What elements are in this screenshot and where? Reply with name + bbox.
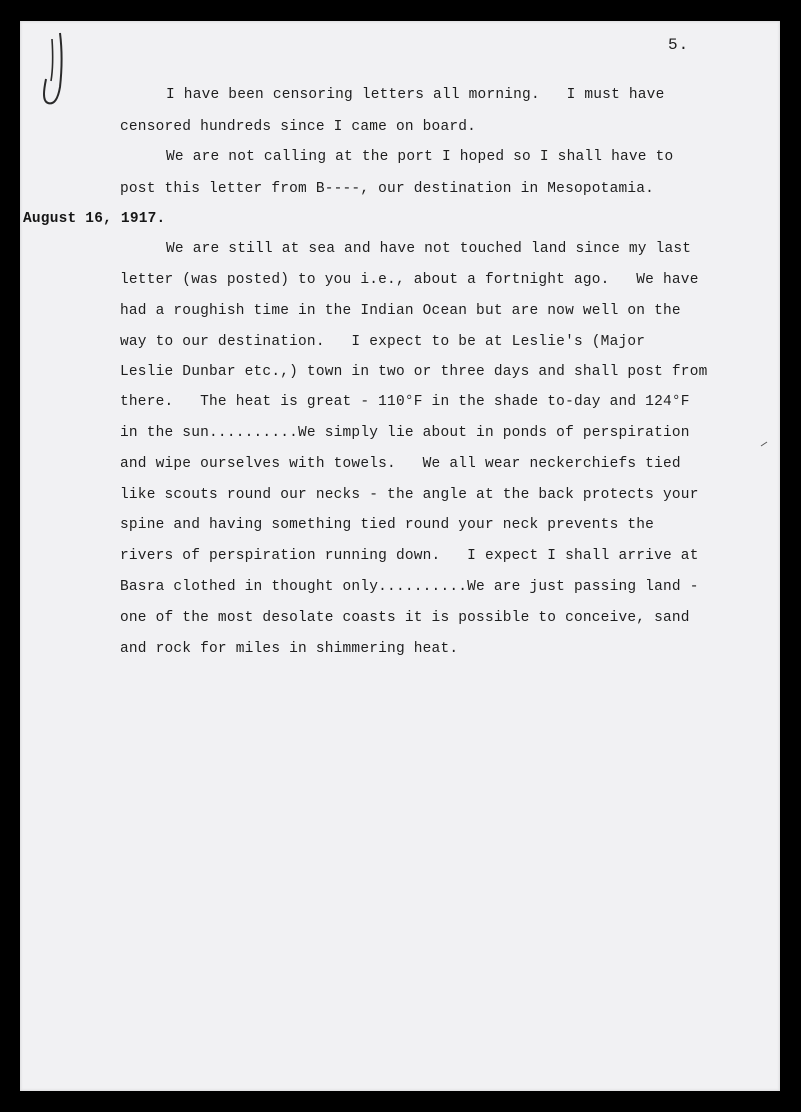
text-line: Basra clothed in thought only..........We are just passing land - bbox=[120, 579, 699, 595]
date-heading: August 16, 1917. bbox=[23, 211, 166, 227]
pencil-tick-mark bbox=[760, 441, 768, 447]
text-line: censored hundreds since I came on board. bbox=[120, 119, 477, 135]
text-line: spine and having something tied round your neck prevents the bbox=[120, 517, 655, 533]
paperclip-mark bbox=[32, 29, 72, 119]
text-line: and rock for miles in shimmering heat. bbox=[120, 641, 459, 657]
text-line: rivers of perspiration running down. I expect I shall arrive at bbox=[120, 548, 699, 564]
text-line: letter (was posted) to you i.e., about a fortnight ago. We have bbox=[120, 272, 699, 288]
text-line: like scouts round our necks - the angle at the back protects your bbox=[120, 487, 699, 503]
text-line: had a roughish time in the Indian Ocean but are now well on the bbox=[120, 303, 681, 319]
text-line: post this letter from B----, our destination in Mesopotamia. bbox=[120, 181, 655, 197]
text-line: We are still at sea and have not touched land since my last bbox=[166, 241, 692, 257]
letter-page bbox=[20, 21, 780, 1091]
text-line: way to our destination. I expect to be at Leslie's (Major bbox=[120, 334, 646, 350]
text-line: I have been censoring letters all morning. I must have bbox=[166, 87, 665, 103]
text-line: Leslie Dunbar etc.,) town in two or three days and shall post from bbox=[120, 364, 708, 380]
text-line: We are not calling at the port I hoped so I shall have to bbox=[166, 149, 674, 165]
text-line: one of the most desolate coasts it is possible to conceive, sand bbox=[120, 610, 690, 626]
text-line: in the sun..........We simply lie about in ponds of perspiration bbox=[120, 425, 690, 441]
page-number: 5. bbox=[668, 36, 690, 54]
text-line: there. The heat is great - 110°F in the shade to-day and 124°F bbox=[120, 394, 690, 410]
text-line: and wipe ourselves with towels. We all wear neckerchiefs tied bbox=[120, 456, 681, 472]
